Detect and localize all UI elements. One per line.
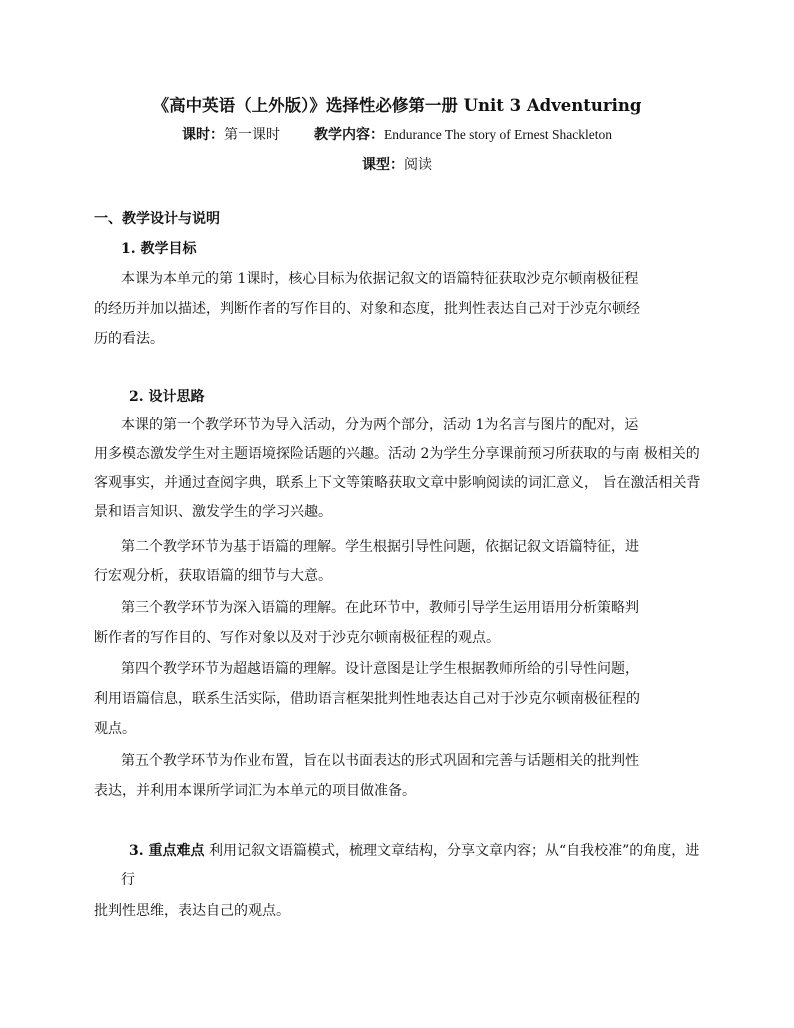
section-heading: 一、教学设计与说明 (94, 211, 220, 227)
document-title: 《高中英语（上外版）》选择性必修第一册 Unit 3 Adventuring (152, 96, 642, 115)
paragraph-line: 用多模态激发学生对主题语境探险话题的兴趣。活动 2为学生分享课前预习所获取的与南 极相关的 (94, 446, 700, 462)
type-label: 课型： (362, 157, 404, 173)
paragraph-line: 景和语言知识、激发学生的学习兴趣。 (94, 504, 332, 520)
design-heading: 2. 设计思路 (129, 389, 205, 405)
paragraph-line: 第二个教学环节为基于语篇的理解。学生根据引导性问题，依据记叙文语篇特征，进 (121, 539, 639, 555)
paragraph-line: 第五个教学环节为作业布置，旨在以书面表达的形式巩固和完善与话题相关的批判性 (121, 753, 639, 769)
paragraph-line: 本课的第一个教学环节为导入活动，分为两个部分，活动 1为名言与图片的配对，运 (121, 417, 639, 433)
lesson-type (0, 154, 794, 174)
content-value: Endurance The story of Ernest Shackleton (383, 127, 613, 142)
paragraph-line: 行宏观分析，获取语篇的细节与大意。 (94, 568, 332, 584)
goal-heading: 1. 教学目标 (121, 241, 197, 257)
paragraph-line: 利用语篇信息，联系生活实际，借助语言框架批判性地表达自己对于沙克尔顿南极征程的 (94, 691, 640, 707)
paragraph-line: 的经历并加以描述，判断作者的写作目的、对象和态度，批判性表达自己对于沙克尔顿经 (94, 301, 640, 317)
paragraph-line: 客观事实，并通过查阅字典，联系上下文等策略获取文章中影响阅读的词汇意义， 旨在激活相关背 (94, 475, 701, 491)
paragraph-line: 观点。 (94, 721, 136, 737)
key-points-line (129, 840, 699, 860)
paragraph-line: 第三个教学环节为深入语篇的理解。在此环节中，教师引导学生运用语用分析策略判 (121, 600, 639, 616)
lesson-label: 课时： (181, 127, 224, 143)
paragraph-line: 本课为本单元的第 1课时，核心目标为依据记叙文的语篇特征获取沙克尔顿南极征程 (121, 271, 639, 287)
paragraph-line: 批判性思维，表达自己的观点。 (94, 903, 290, 919)
paragraph-line: 表达，并利用本课所学词汇为本单元的项目做准备。 (94, 783, 416, 799)
content-label: 教学内容： (313, 127, 384, 143)
paragraph-line: 历的看法。 (94, 331, 164, 347)
paragraph-line: 断作者的写作目的、写作对象以及对于沙克尔顿南极征程的观点。 (94, 630, 500, 646)
lesson-value: 第一课时 (223, 127, 280, 143)
key-text: 利用记叙文语篇模式，梳理文章结构，分享文章内容；从“自我校准”的角度，进 (204, 843, 700, 859)
paragraph-line: 第四个教学环节为超越语篇的理解。设计意图是让学生根据教师所给的引导性问题， (121, 661, 639, 677)
lesson-meta (0, 124, 794, 144)
paragraph-line: 行 (121, 872, 135, 888)
key-heading: 3. 重点难点 (129, 843, 205, 859)
type-value: 阅读 (404, 157, 432, 173)
